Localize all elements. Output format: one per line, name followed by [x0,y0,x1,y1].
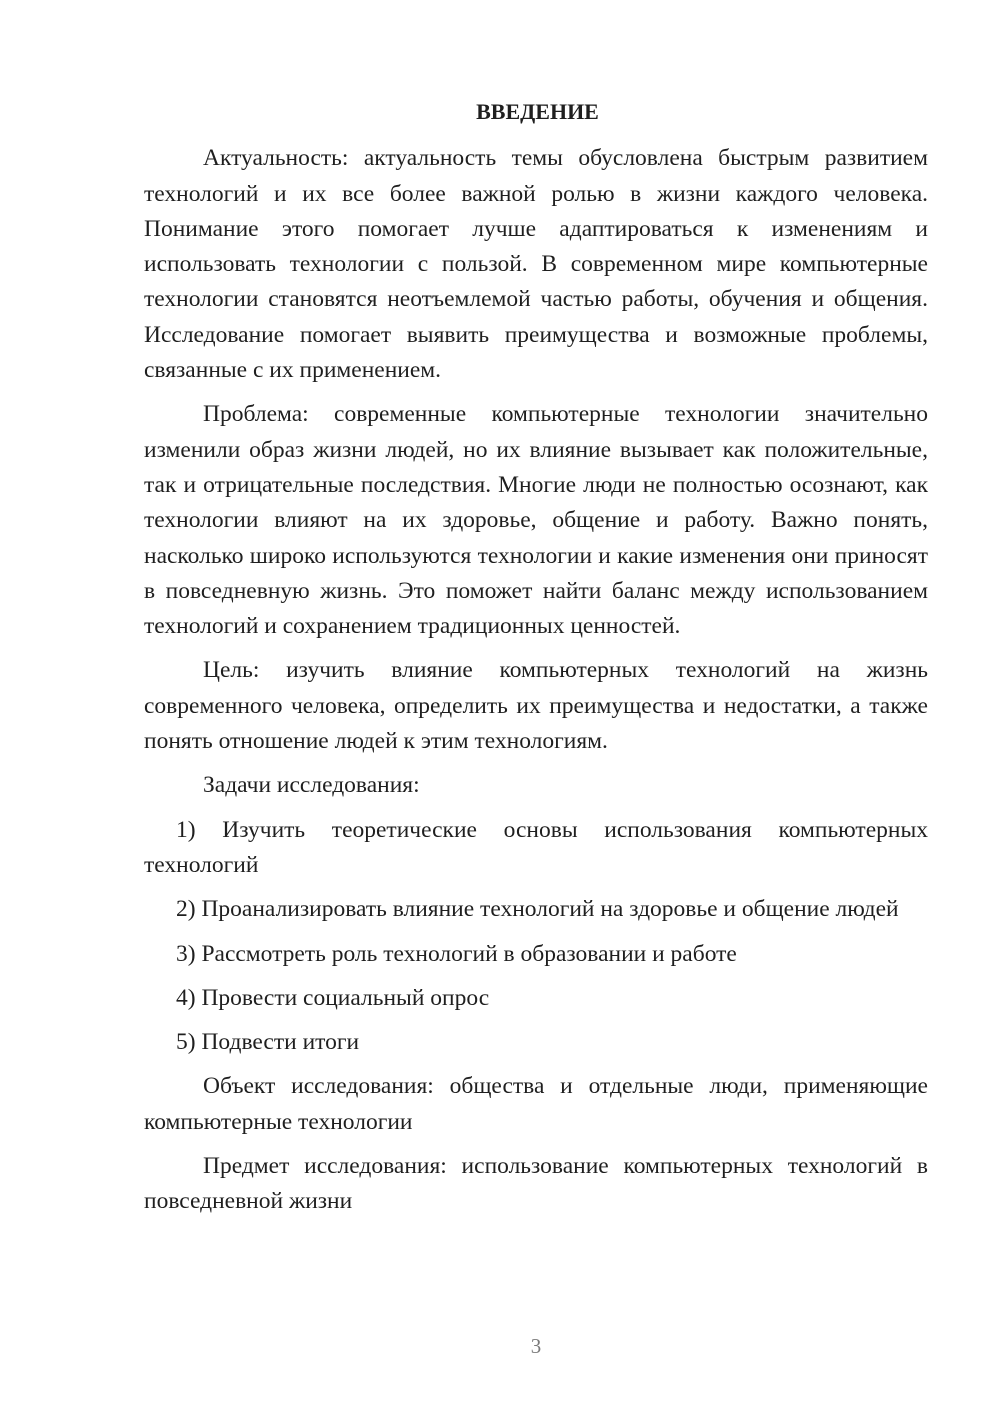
tasks-heading: Задачи исследования: [203,772,420,799]
page-title: ВВЕДЕНИЕ [476,99,599,124]
page-content [144,94,928,1229]
paragraph-goal: Цель: изучить влияние компьютерных технологий на жизнь современного человека, определить их преимущества и недостатки, а также понять отношение людей к этим технологиям. [144,657,928,755]
list-item: 3) Рассмотреть роль технологий в образовании и работе [176,940,737,967]
paragraph-problem: Проблема: современные компьютерные технологии значительно изменили образ жизни людей, но их влияние вызывает как положительные, так и отрицательные последствия. Многие люди не полностью осознают, как технологии влияют на их здоровье, общение и работу. Важно понять, насколько широко используются технологии и какие изменения они приносят в повседневную жизнь. Это поможет найти баланс между использованием технологий и сохранением традиционных ценностей. [144,401,928,640]
paragraph-object: Объект исследования: общества и отдельные люди, применяющие компьютерные технологии [144,1073,928,1135]
paragraph-subject: Предмет исследования: использование компьютерных технологий в повседневной жизни [144,1153,928,1215]
page-number: 3 [530,1334,542,1358]
list-item: 5) Подвести итоги [176,1029,360,1056]
list-item: 4) Провести социальный опрос [176,984,490,1011]
paragraph-relevance: Актуальность: актуальность темы обусловлена быстрым развитием технологий и их все более важной ролью в жизни каждого человека. Понимание этого помогает лучше адаптироваться к изменениям и использовать технологии с пользой. В современном мире компьютерные технологии становятся неотъемлемой частью работы, обучения и общения. Исследование помогает выявить преимущества и возможные проблемы, связанные с их применением. [144,145,928,384]
tasks-list [144,813,928,1061]
list-item: 1) Изучить теоретические основы использования компьютерных технологий [144,816,928,878]
list-item: 2) Проанализировать влияние технологий на здоровье и общение людей [176,896,899,923]
